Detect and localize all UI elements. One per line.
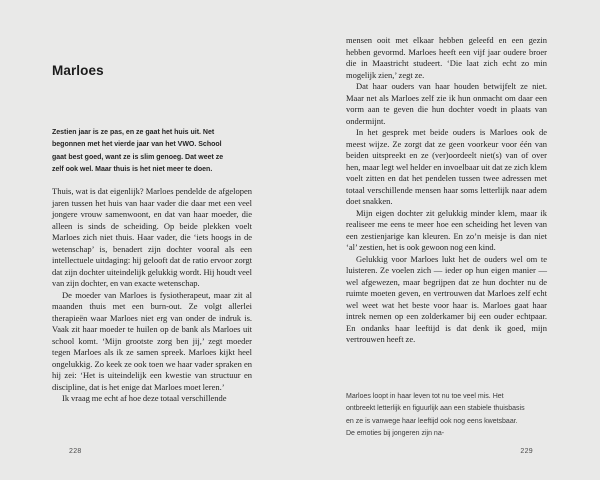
body-paragraph: Thuis, wat is dat eigenlijk? Marloes pendelde de afgelopen jaren tussen het huis van haar vader die daar met een veel jongere vrouw samenwoont, en dat van haar moeder, die alleen is sinds de scheiding. Op beide plekken voelt Marloes zich niet thuis. Haar vader, die ‘iets hoogs in de wetenschap’ is, benadert zijn dochter vooral als een intellectuele uitdaging: hij gelooft dat de ratio ervoor zorgt dat zijn dochter uiteindelijk gelukkig wordt. Hij houdt veel van zijn dochter, en van exacte wetenschap. bbox=[52, 186, 252, 288]
body-paragraph: De moeder van Marloes is fysiotherapeut, maar zit al maanden thuis met een burn-out. Ze volgt allerlei therapieën waar Marloes niet erg van onder de indruk is. Vaak zit haar moeder te huilen op de bank als Marloes uit school komt. ‘Mijn grootste zorg ben jij,’ zegt moeder tegen Marloes als ik ze samen spreek. Marloes kijkt heel ongelukkig. Zo keek ze ook toen we haar vader spraken en hij zei: ‘Het is uiteindelijk een kwestie van structuur en discipline, dat is het enige dat Marloes moet leren.’ bbox=[52, 289, 252, 392]
left-body-text bbox=[52, 186, 252, 405]
body-paragraph: Mijn eigen dochter zit gelukkig minder klem, maar ik realiseer me eens te meer hoe een scheiding het leven van een zestienjarige kan kleuren. En zo’n meisje is dan niet ‘al’ zestien, het is ook gewoon nog een kind. bbox=[346, 207, 547, 252]
body-paragraph: Gelukkig voor Marloes lukt het de ouders wel om te luisteren. Ze voelen zich — ieder op hun eigen manier — wel afgewezen, maar begrijpen dat ze hun dochter nu de ruimte moeten geven, en vertrouwen dat Marloes zelf echt wel weet wat het beste voor haar is. Marloes gaat haar intrek nemen op een zolderkamer bij een ouder echtpaar. En ondanks haar leeftijd is dat denk ik goed, mijn vertrouwen heeft ze. bbox=[346, 253, 547, 344]
right-body-text bbox=[346, 35, 547, 346]
chapter-intro: Zestien jaar is ze pas, en ze gaat het huis uit. Net begonnen met het vierde jaar van het VWO. School gaat best goed, want ze is slim genoeg. Dat weet ze zelf ook wel. Maar thuis is het niet meer te doen. bbox=[52, 129, 224, 173]
body-paragraph: Ik vraag me echt af hoe deze totaal verschillende bbox=[62, 393, 227, 403]
body-paragraph: mensen ooit met elkaar hebben geleefd en een gezin hebben gevormd. Marloes heeft een vijf jaar oudere broer die in Maastricht studeert. ‘Die laat zich echt zo min mogelijk zien,’ zegt ze. bbox=[346, 35, 547, 80]
body-paragraph: Dat haar ouders van haar houden betwijfelt ze niet. Maar net als Marloes zelf zie ik hun onmacht om daar een vorm aan te geven die hun dochter voedt in plaats van ondermijnt. bbox=[346, 81, 547, 126]
chapter-title: Marloes bbox=[52, 63, 104, 78]
left-page bbox=[52, 0, 252, 480]
case-note: Marloes loopt in haar leven tot nu toe veel mis. Het ontbreekt letterlijk en figuurlijk aan een stabiele thuisbasis en ze is vanwege haar leeftijd ook nog eens kwetsbaar. De emoties bij jongeren zijn na- bbox=[346, 393, 525, 438]
page-number-left: 228 bbox=[69, 448, 82, 455]
body-paragraph: In het gesprek met beide ouders is Marloes ook de meest wijze. Ze zorgt dat ze geen voorkeur voor één van beiden uitspreekt en ze (ver)oordeelt niet(s) van of over hen, maar legt wel helder en invoelbaar uit dat ze zich klem voelt zitten en dat het pendelen tussen twee adressen met totaal verschillende mensen haar soms letterlijk naar adem doet snakken. bbox=[346, 127, 547, 206]
page-number-right: 229 bbox=[520, 448, 533, 455]
right-page bbox=[346, 0, 547, 480]
